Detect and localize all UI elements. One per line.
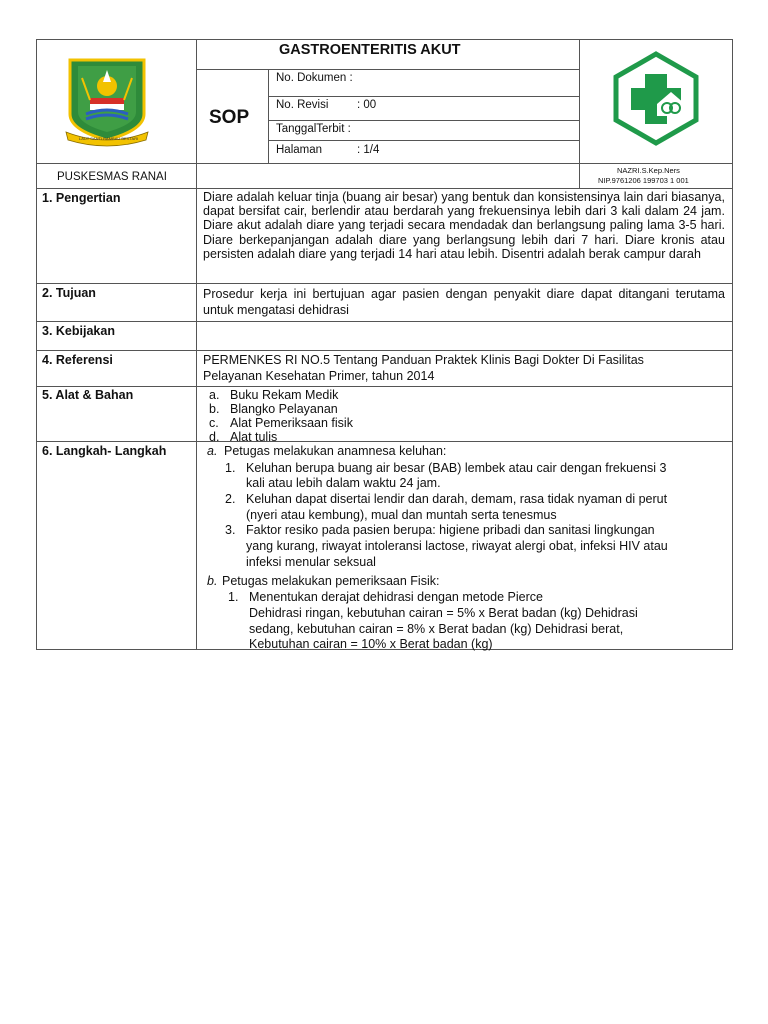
row-divider-4 [36, 386, 733, 387]
langkah-a3-line3: infeksi menular seksual [246, 555, 376, 569]
langkah-a-text: Petugas melakukan anamnesa keluhan: [224, 444, 447, 458]
langkah-b1-line1: Menentukan derajat dehidrasi dengan metode Pierce [249, 590, 543, 604]
langkah-a3-line2: yang kurang, riwayat intoleransi lactose, riwayat alergi obat, infeksi HIV atau [246, 539, 668, 553]
signer-name: NAZRI.S.Kep.Ners [617, 166, 680, 175]
alat-item-c: Alat Pemeriksaan fisik [230, 416, 353, 430]
section-label-referensi: 4. Referensi [42, 353, 113, 367]
section-label-tujuan: 2. Tujuan [42, 286, 96, 300]
halaman-value: : 1/4 [357, 144, 380, 156]
alat-marker-a: a. [209, 388, 220, 402]
table-border-left [36, 39, 37, 650]
meta-divider-2 [268, 120, 580, 121]
section-label-alat-bahan: 5. Alat & Bahan [42, 388, 134, 402]
langkah-a2-line2: (nyeri atau kembung), mual dan muntah serta tenesmus [246, 508, 557, 522]
referensi-line-2: Pelayanan Kesehatan Primer, tahun 2014 [203, 369, 435, 383]
langkah-b1-marker: 1. [228, 590, 239, 604]
alat-marker-d: d. [209, 430, 220, 444]
langkah-b1-line2: Dehidrasi ringan, kebutuhan cairan = 5% x Berat badan (kg) Dehidrasi [249, 606, 638, 620]
alat-marker-c: c. [209, 416, 219, 430]
langkah-a3-marker: 3. [225, 523, 236, 537]
langkah-b1-line4: Kebutuhan cairan = 10% x Berat badan (kg) [249, 637, 493, 651]
halaman-label: Halaman [276, 144, 323, 156]
emblem-motto: LAUT SANTI RAMBAU BESTARI [79, 136, 139, 141]
sop-label: SOP [209, 107, 250, 128]
sop-divider [268, 69, 269, 163]
alat-item-b: Blangko Pelayanan [230, 402, 338, 416]
puskesmas-name: PUSKESMAS RANAI [57, 171, 167, 183]
langkah-b1-line3: sedang, kebutuhan cairan = 8% x Berat badan (kg) Dehidrasi berat, [249, 622, 624, 636]
langkah-a1-marker: 1. [225, 461, 236, 475]
langkah-a2-line1: Keluhan dapat disertai lendir dan darah, demam, rasa tidak nyaman di perut [246, 492, 668, 506]
langkah-a3-line1: Faktor resiko pada pasien berupa: higiene pribadi dan sanitasi lingkungan [246, 523, 655, 537]
langkah-marker-b: b. [207, 574, 218, 588]
no-revisi-label: No. Revisi [276, 99, 329, 111]
header-divider [36, 163, 733, 164]
row-divider-2 [36, 321, 733, 322]
document-title: GASTROENTERITIS AKUT [279, 42, 461, 58]
section-label-langkah: 6. Langkah- Langkah [42, 444, 167, 458]
langkah-a2-marker: 2. [225, 492, 236, 506]
column-divider [196, 39, 197, 650]
alat-marker-b: b. [209, 402, 220, 416]
table-border-right [732, 39, 733, 650]
row-divider-5 [36, 441, 733, 442]
referensi-line-1: PERMENKES RI NO.5 Tentang Panduan Praktek Klinis Bagi Dokter Di Fasilitas [203, 353, 644, 367]
langkah-a1-line2: kali atau lebih dalam waktu 24 jam. [246, 476, 441, 490]
tanggal-terbit: TanggalTerbit : [276, 123, 351, 135]
signer-nip: NIP.9761206 199703 1 001 [598, 176, 689, 185]
table-border-top [36, 39, 733, 40]
row-divider-3 [36, 350, 733, 351]
row-divider-1 [36, 283, 733, 284]
no-dokumen: No. Dokumen : [276, 72, 353, 84]
section-text-pengertian: Diare adalah keluar tinja (buang air besar) yang bentuk dan konsistensinya lain dari biasanya, dapat bersifat cair, berlendir atau berdarah yang frekuensinya lebih dari 3 kali dalam 24 jam. Diare akut adalah diare yang terjadi secara mendadak dan berlangsung paling lama 3-5 hari. Diare berkepanjangan adalah diare yang berlangsung lebih dari 7 hari. Diare kronis atau persisten adalah diare yang terjadi 14 hari atau lebih. Disentri adalah berak campur darah [203, 190, 725, 261]
langkah-b-text: Petugas melakukan pemeriksaan Fisik: [222, 574, 440, 588]
alat-item-a: Buku Rekam Medik [230, 388, 339, 402]
meta-divider-1 [268, 96, 580, 97]
no-revisi-value: : 00 [357, 99, 377, 111]
langkah-a1-line1: Keluhan berupa buang air besar (BAB) lembek atau cair dengan frekuensi 3 [246, 461, 667, 475]
langkah-marker-a: a. [207, 444, 218, 458]
section-text-tujuan: Prosedur kerja ini bertujuan agar pasien dengan penyakit diare dapat ditangani terutama untuk mengatasi dehidrasi [203, 287, 725, 317]
header-right-divider [579, 39, 580, 188]
alat-item-d: Alat tulis [230, 430, 278, 444]
puskesmas-logo [611, 50, 701, 146]
header-bottom [36, 188, 733, 189]
section-label-pengertian: 1. Pengertian [42, 191, 121, 205]
regional-emblem-logo [60, 56, 154, 148]
meta-divider-3 [268, 140, 580, 141]
section-label-kebijakan: 3. Kebijakan [42, 324, 115, 338]
title-underline [196, 69, 580, 70]
